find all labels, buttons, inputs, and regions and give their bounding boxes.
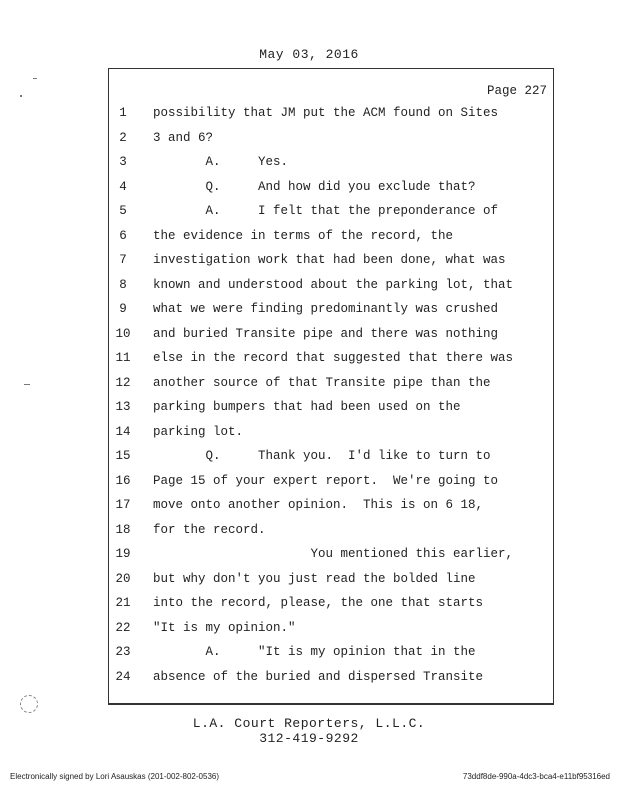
transcript-line: Q. Thank you. I'd like to turn to — [153, 449, 491, 463]
line-number: 22 — [115, 620, 131, 635]
line-number: 13 — [115, 400, 131, 414]
line-number: 23 — [115, 645, 131, 659]
transcript-line: A. I felt that the preponderance of — [153, 204, 499, 218]
page-number: Page 227 — [486, 84, 547, 98]
transcript-line: known and understood about the parking lot, that — [153, 277, 514, 292]
transcript-date: May 03, 2016 — [259, 47, 359, 62]
line-number: 2 — [119, 130, 127, 145]
transcript-line: but why don't you just read the bolded line — [153, 571, 476, 586]
transcript-line: for the record. — [153, 522, 266, 537]
document-hash: 73ddf8de-990a-4dc3-bca4-e11bf95316ed — [462, 772, 610, 781]
transcript-line: investigation work that had been done, what was — [153, 253, 506, 267]
line-number: 6 — [119, 228, 127, 243]
line-number: 7 — [119, 253, 127, 267]
line-number: 10 — [115, 326, 131, 341]
transcript-line: into the record, please, the one that starts — [153, 596, 484, 610]
scan-speck — [33, 78, 37, 79]
transcript-line: A. Yes. — [153, 155, 289, 169]
line-number: 21 — [115, 596, 131, 610]
electronic-signature: Electronically signed by Lori Asauskas (201-002-802-0536) — [10, 772, 220, 781]
court-reporter-phone: 312-419-9292 — [259, 731, 359, 746]
transcript-line: parking bumpers that had been used on the — [153, 400, 461, 414]
transcript-line: Q. And how did you exclude that? — [153, 179, 476, 194]
line-number: 4 — [119, 179, 127, 194]
transcript-line: the evidence in terms of the record, the — [153, 228, 454, 243]
line-number: 24 — [115, 669, 131, 684]
transcript-line: what we were finding predominantly was crushed — [153, 302, 499, 316]
line-number: 16 — [115, 473, 131, 488]
transcript-line: parking lot. — [153, 424, 244, 439]
line-number: 12 — [115, 375, 131, 390]
line-number: 15 — [115, 449, 131, 463]
transcript-line: "It is my opinion." — [153, 620, 296, 635]
transcript-line: absence of the buried and dispersed Transite — [153, 669, 484, 684]
transcript-line: A. "It is my opinion that in the — [153, 645, 476, 659]
line-number: 14 — [115, 424, 131, 439]
line-number: 18 — [115, 522, 131, 537]
line-number: 9 — [119, 302, 127, 316]
line-number: 19 — [115, 547, 131, 561]
scan-ring-artifact — [20, 695, 38, 713]
line-number: 11 — [115, 351, 131, 365]
line-number: 1 — [119, 106, 127, 120]
scan-speck — [20, 95, 22, 97]
court-reporter-name: L.A. Court Reporters, L.L.C. — [192, 716, 426, 731]
line-number: 3 — [119, 155, 127, 169]
transcript-line: 3 and 6? — [153, 130, 214, 145]
transcript-line: else in the record that suggested that there was — [153, 351, 514, 365]
line-number: 17 — [115, 498, 131, 512]
line-number: 8 — [119, 277, 127, 292]
transcript-line: and buried Transite pipe and there was nothing — [153, 326, 499, 341]
transcript-line: possibility that JM put the ACM found on Sites — [153, 106, 499, 120]
transcript-line: You mentioned this earlier, — [153, 547, 514, 561]
scan-speck — [24, 384, 30, 385]
line-number: 20 — [115, 571, 131, 586]
line-number: 5 — [119, 204, 127, 218]
transcript-line: another source of that Transite pipe than the — [153, 375, 491, 390]
transcript-line: Page 15 of your expert report. We're going to — [153, 473, 499, 488]
transcript-line: move onto another opinion. This is on 6 18, — [153, 498, 484, 512]
